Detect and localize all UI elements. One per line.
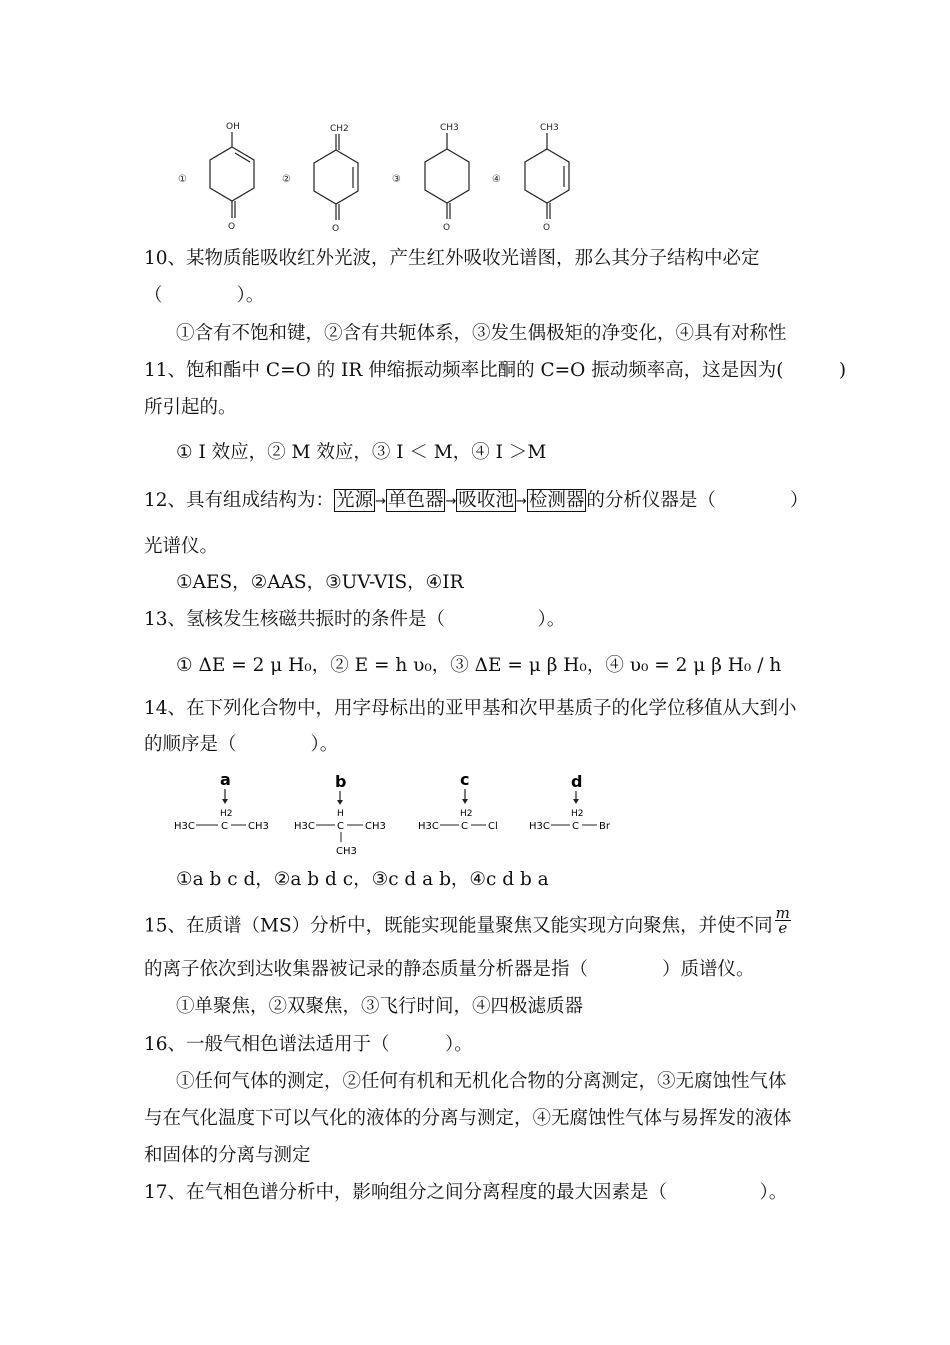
compound-d-left: H3C xyxy=(529,821,550,832)
compound-c-right: Cl xyxy=(488,821,498,832)
compound-c-letter: c xyxy=(460,770,470,789)
compound-a-top: H2 xyxy=(220,809,233,819)
q16-options-line2: 与在气化温度下可以气化的液体的分离与测定，④无腐蚀性气体与易挥发的液体 xyxy=(144,1108,792,1129)
q15-question-cont: 的离子依次到达收集器被记录的静态质量分析器是指（ ）质谱仪。 xyxy=(144,959,755,980)
compound-b-top: H xyxy=(337,809,344,819)
q15-line1: 15、在质谱（MS）分析中，既能实现能量聚焦又能实现方向聚焦，并使不同 xyxy=(144,915,773,937)
compound-c-top: H2 xyxy=(460,809,473,819)
q12-suffix: 的分析仪器是（ ） xyxy=(586,490,809,511)
structure-1 xyxy=(178,122,254,232)
compound-a-right: CH3 xyxy=(248,821,269,832)
compound-b-center: C xyxy=(337,821,344,832)
fraction-numerator: m xyxy=(775,904,790,922)
arrow-icon: → xyxy=(515,494,527,509)
structure-1-substituent: OH xyxy=(226,122,240,132)
svg-text:O: O xyxy=(228,222,236,232)
svg-text:O: O xyxy=(443,223,451,233)
q14-question: 14、在下列化合物中，用字母标出的亚甲基和次甲基质子的化学位移值从大到小 xyxy=(144,698,797,719)
structure-4 xyxy=(492,123,569,233)
q12-options: ①AES，②AAS，③UV-VIS，④IR xyxy=(176,572,464,593)
compound-b-left: H3C xyxy=(294,821,315,832)
structure-3 xyxy=(392,123,469,233)
q12-question-cont: 光谱仪。 xyxy=(144,536,219,557)
q11-question: 11、饱和酯中 C=O 的 IR 伸缩振动频率比酮的 C=O 振动频率高，这是因为( ) xyxy=(144,360,847,381)
compound-c-center: C xyxy=(461,821,468,832)
q13-question: 13、氢核发生核磁共振时的条件是（ ）。 xyxy=(144,609,566,630)
compound-b-right: CH3 xyxy=(365,821,386,832)
svg-text:O: O xyxy=(543,223,551,233)
compound-b-letter: b xyxy=(335,772,347,791)
q16-question: 16、一般气相色谱法适用于（ ）。 xyxy=(144,1034,473,1055)
compound-a xyxy=(174,770,269,832)
q16-options-line1: ①任何气体的测定，②任何有机和无机化合物的分离测定，③无腐蚀性气体 xyxy=(176,1071,787,1092)
structure-2-label: ② xyxy=(282,174,291,185)
compound-c-left: H3C xyxy=(418,821,439,832)
q15-question xyxy=(144,904,791,941)
q12-box-monochromator: 单色器 xyxy=(387,490,444,511)
q12-question xyxy=(144,489,808,515)
q9-structures-figure xyxy=(170,112,590,237)
q16-options-line3: 和固体的分离与测定 xyxy=(144,1145,311,1166)
compound-b-bottom: CH3 xyxy=(336,846,357,857)
compound-a-center: C xyxy=(221,821,228,832)
q10-options: ①含有不饱和键，②含有共轭体系，③发生偶极矩的净变化，④具有对称性 xyxy=(176,323,787,344)
compound-d xyxy=(529,772,611,832)
q14-compounds-figure xyxy=(172,768,632,860)
structure-1-label: ① xyxy=(178,174,187,185)
arrow-icon: → xyxy=(445,494,457,509)
q12-prefix: 12、具有组成结构为： xyxy=(144,490,335,511)
svg-text:O: O xyxy=(332,224,340,234)
q12-box-source: 光源 xyxy=(336,490,374,511)
compound-d-right: Br xyxy=(599,821,610,832)
compound-d-top: H2 xyxy=(571,809,584,819)
compound-b xyxy=(294,772,386,857)
q13-options: ① ΔE = 2 μ H₀，② E = h υ₀，③ ΔE = μ β H₀，④ υ₀ = 2 μ β H₀ / h xyxy=(176,655,782,676)
q12-box-detector: 检测器 xyxy=(528,490,585,511)
m-over-e-fraction xyxy=(775,906,791,935)
compound-d-letter: d xyxy=(571,772,583,791)
structure-3-substituent: CH3 xyxy=(440,123,459,133)
compound-a-letter: a xyxy=(220,770,231,789)
q10-answer-blank: （ ）。 xyxy=(144,285,265,306)
structure-2-substituent: CH2 xyxy=(330,124,349,134)
q14-question-cont: 的顺序是（ ）。 xyxy=(144,734,339,755)
q14-options: ①a b c d，②a b d c，③c d a b，④c d b a xyxy=(176,869,549,890)
q11-options: ① I 效应，② M 效应，③ I ＜ M，④ I ＞M xyxy=(176,442,547,463)
q10-question: 10、某物质能吸收红外光波，产生红外吸收光谱图，那么其分子结构中必定 xyxy=(144,248,760,269)
structure-4-substituent: CH3 xyxy=(540,123,559,133)
q17-question: 17、在气相色谱分析中，影响组分之间分离程度的最大因素是（ ）。 xyxy=(144,1182,788,1203)
compound-d-center: C xyxy=(572,821,579,832)
arrow-icon: → xyxy=(375,494,386,509)
structure-4-label: ④ xyxy=(492,174,501,185)
q12-box-cell: 吸收池 xyxy=(458,490,514,511)
q15-options: ①单聚焦，②双聚焦，③飞行时间，④四极滤质器 xyxy=(176,996,584,1017)
fraction-denominator: e xyxy=(778,919,788,937)
compound-c xyxy=(418,770,498,832)
q11-question-cont: 所引起的。 xyxy=(144,397,237,418)
compound-a-left: H3C xyxy=(174,821,195,832)
structure-3-label: ③ xyxy=(392,174,401,185)
structure-2 xyxy=(282,124,358,234)
